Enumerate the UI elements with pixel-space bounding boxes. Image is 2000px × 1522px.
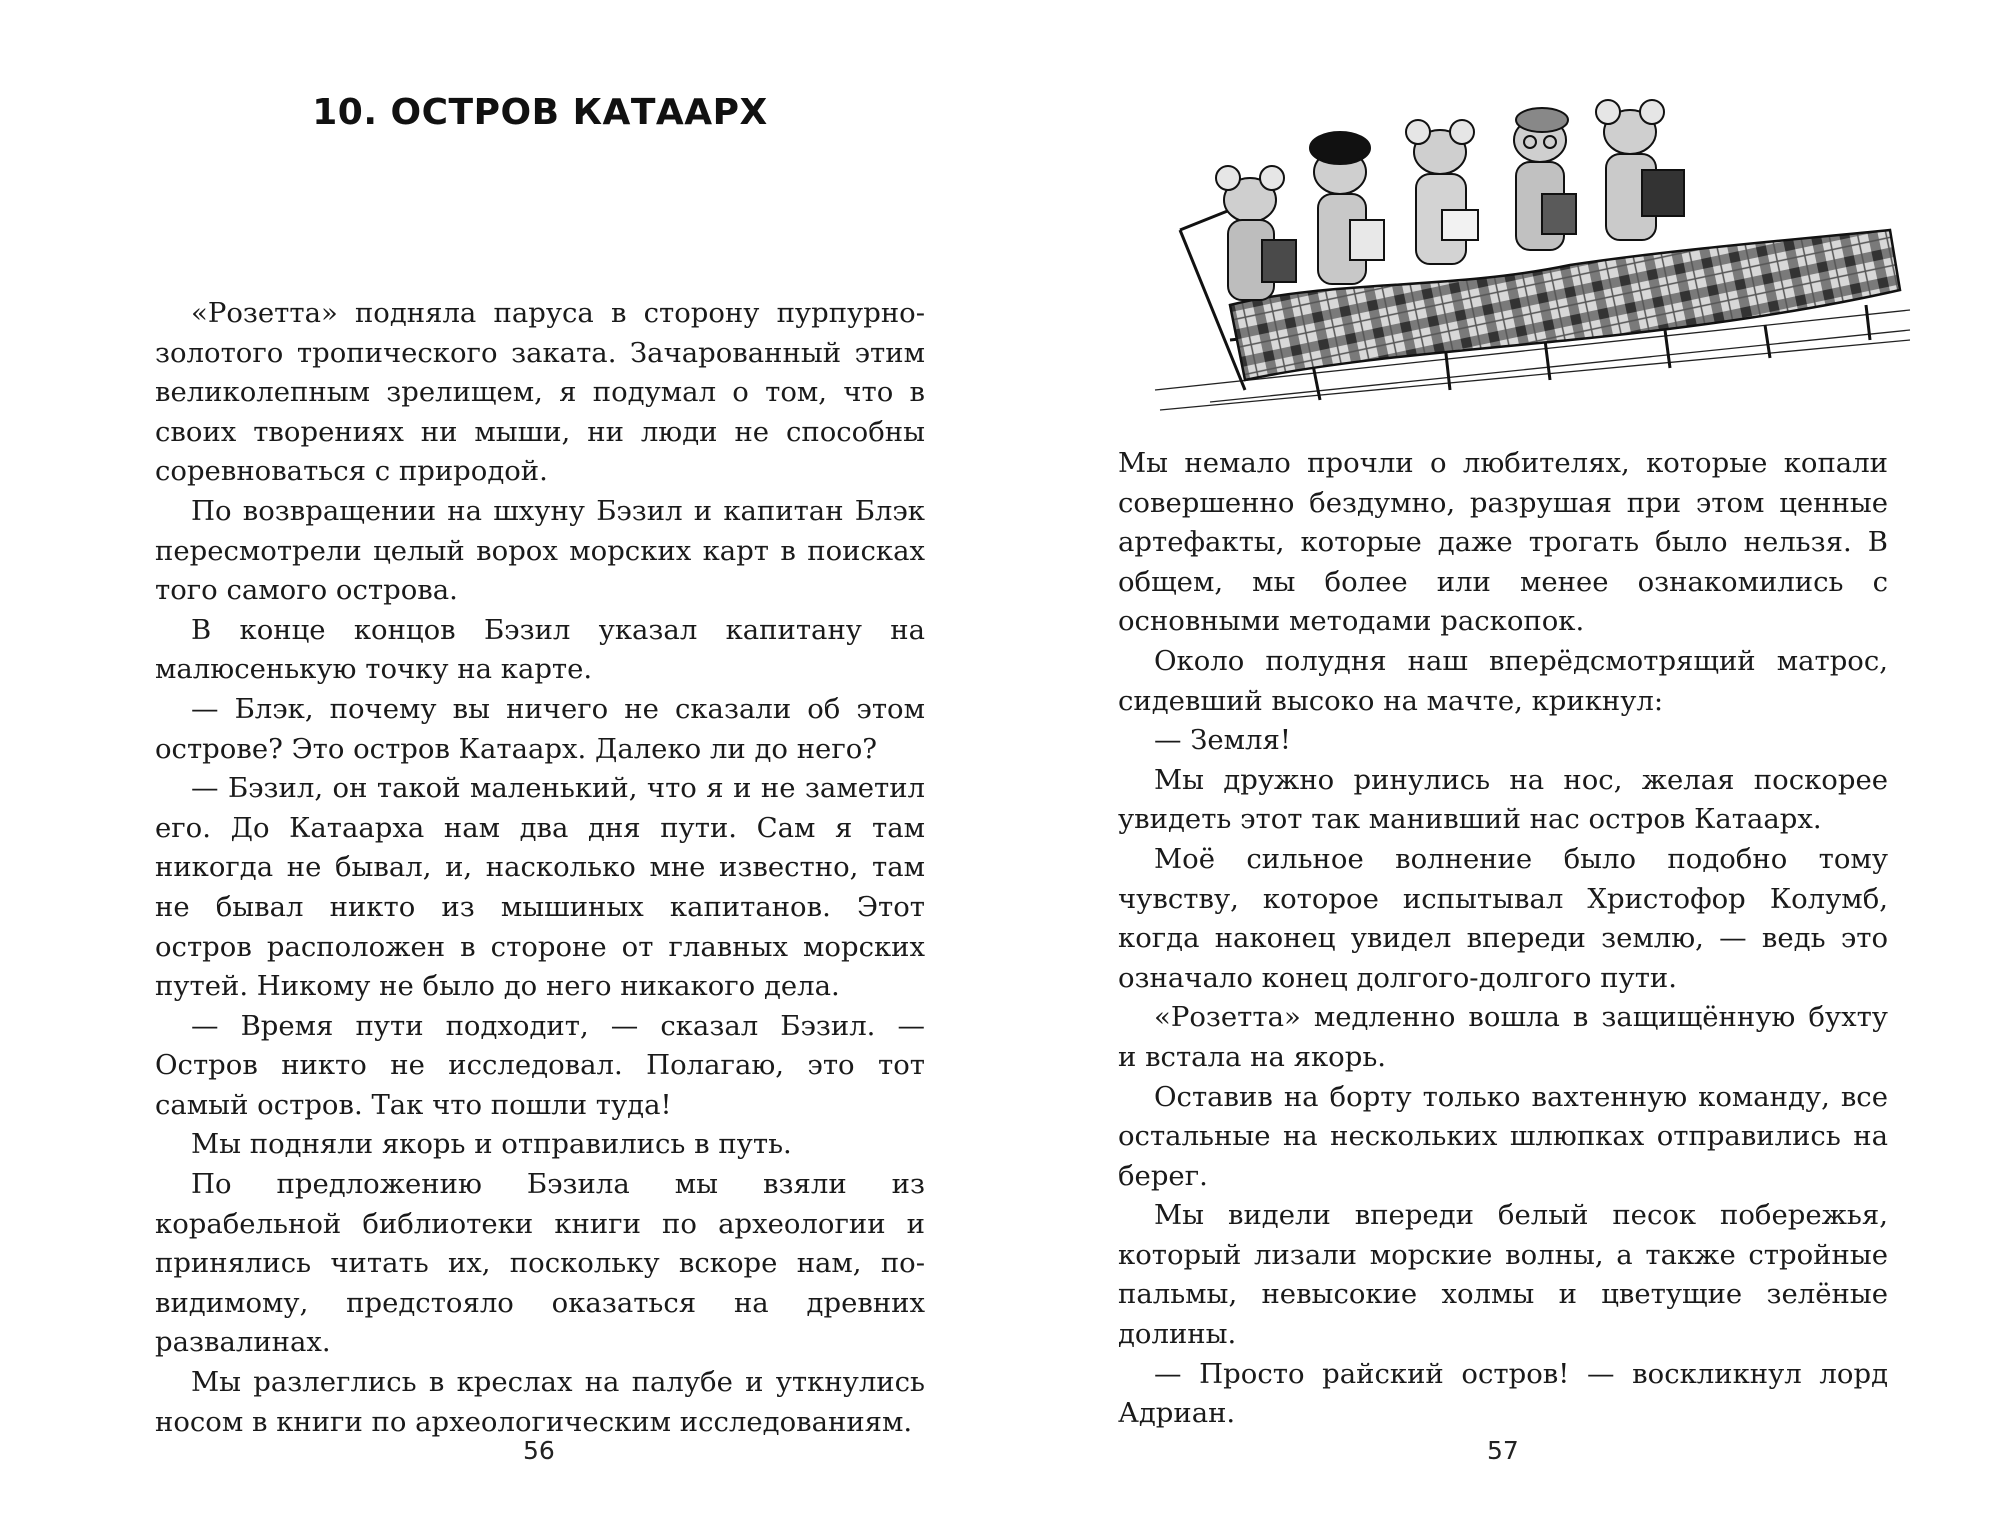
paragraph: — Время пути подходит, — сказал Бэзил. — Остров никто не исследовал. Полагаю, это тот самый остров. Так что пошли туда! <box>155 1009 925 1121</box>
paragraph: Моё сильное волнение было подобно тому чувству, которое испытывал Христофор Колумб, когда наконец увидел впереди землю, — ведь это означало конец долгого-долгого пути. <box>1118 842 1888 994</box>
paragraph: По возвращении на шхуну Бэзил и капитан Блэк пересмотрели целый ворох морских карт в поисках того самого острова. <box>155 494 925 607</box>
paragraph: Мы разлеглись в креслах на палубе и уткнулись носом в книги по археологическим исследованиям. <box>155 1366 925 1438</box>
right-page-text <box>1118 444 1888 1434</box>
paragraph: — Бэзил, он такой маленький, что я и не заметил его. До Катаарха нам два дня пути. Сам я там никогда не бывал, и, насколько мне известно, там не бывал никто из мышиных капитанов. Этот остров расположен в стороне от главных морских путей. Никому не было до него никакого дела. <box>155 772 925 1003</box>
paragraph: По предложению Бэзила мы взяли из корабельной библиотеки книги по археологии и принялись читать их, поскольку вскоре нам, по-видимому, предстояло оказаться на древних развалинах. <box>155 1168 925 1359</box>
left-page-text <box>155 294 925 1442</box>
paragraph: Мы подняли якорь и отправились в путь. <box>191 1128 792 1161</box>
paragraph: Около полудня наш вперёдсмотрящий матрос, сидевший высоко на мачте, крикнул: <box>1118 644 1888 717</box>
chapter-title: 10. ОСТРОВ КАТААРХ <box>312 92 768 133</box>
paragraph: — Блэк, почему вы ничего не сказали об этом острове? Это остров Катаарх. Далеко ли до него? <box>155 692 925 765</box>
paragraph: — Просто райский остров! — воскликнул лорд Адриан. <box>1118 1357 1888 1430</box>
paragraph: В конце концов Бэзил указал капитану на малюсенькую точку на карте. <box>155 613 925 686</box>
paragraph: Мы немало прочли о любителях, которые копали совершенно бездумно, разрушая при этом ценные артефакты, которые даже трогать было нельзя. В общем, мы более или менее ознакомились с основными методами раскопок. <box>1118 447 1888 638</box>
paragraph: — Земля! <box>1154 724 1291 757</box>
page-number-left: 56 <box>523 1436 555 1465</box>
paragraph: «Розетта» подняла паруса в сторону пурпурно-золотого тропического заката. Зачарованный этим великолепным зрелищем, я подумал о том, что в своих творениях ни мыши, ни люди не способны соревноваться с природой. <box>155 297 925 488</box>
page-number-right: 57 <box>1487 1436 1519 1465</box>
right-page <box>1000 0 2000 1522</box>
paragraph: Оставив на борту только вахтенную команду, все остальные на нескольких шлюпках отправились на берег. <box>1118 1080 1888 1192</box>
paragraph: Мы дружно ринулись на нос, желая поскорее увидеть этот так манивший нас остров Катаарх. <box>1118 763 1888 836</box>
mice-reading-illustration <box>1150 90 1920 420</box>
paragraph: Мы видели впереди белый песок побережья, который лизали морские волны, а также стройные пальмы, невысокие холмы и цветущие зелёные долины. <box>1118 1199 1888 1351</box>
paragraph: «Розетта» медленно вошла в защищённую бухту и встала на якорь. <box>1118 1001 1888 1073</box>
